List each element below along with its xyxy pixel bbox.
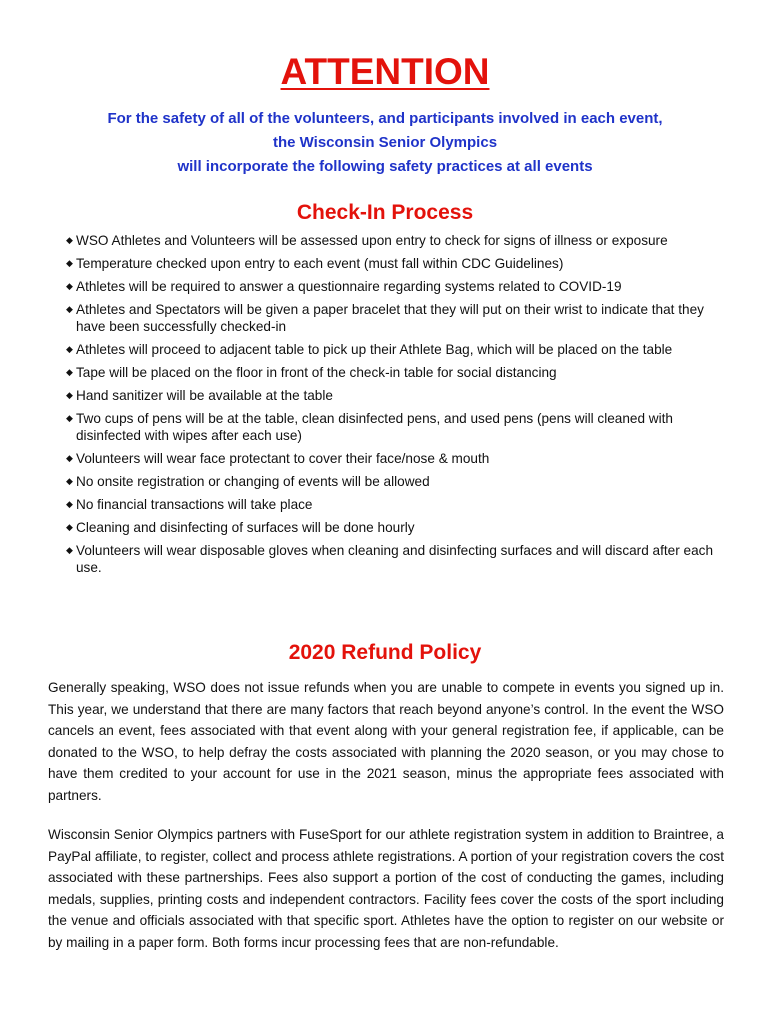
page-title: ATTENTION [280,51,490,92]
list-item [66,542,726,576]
intro-line: the Wisconsin Senior Olympics [272,134,498,151]
list-item-text: Athletes and Spectators will be given a paper bracelet that they will put on their wrist to indicate that they have been successfully checked-in [76,302,704,334]
list-item-text: Two cups of pens will be at the table, clean disinfected pens, and used pens (pens will cleaned with disinfected with wipes after each use) [76,411,673,443]
diamond-bullet-icon: ◆ [66,390,73,400]
list-item [66,519,726,536]
diamond-bullet-icon: ◆ [66,304,73,314]
diamond-bullet-icon: ◆ [66,522,73,532]
list-item [66,450,726,467]
diamond-bullet-icon: ◆ [66,499,73,509]
diamond-bullet-icon: ◆ [66,344,73,354]
list-item [66,278,726,295]
diamond-bullet-icon: ◆ [66,453,73,463]
diamond-bullet-icon: ◆ [66,476,73,486]
list-item-text: No financial transactions will take place [76,497,313,512]
checkin-heading: Check-In Process [296,201,474,224]
list-item-text: Athletes will proceed to adjacent table to pick up their Athlete Bag, which will be placed on the table [76,342,673,357]
list-item-text: Athletes will be required to answer a questionnaire regarding systems related to COVID-19 [76,279,622,294]
intro-line: For the safety of all of the volunteers, and participants involved in each event, [107,110,663,127]
list-item [66,301,726,335]
diamond-bullet-icon: ◆ [66,367,73,377]
intro-line: will incorporate the following safety practices at all events [177,158,593,175]
list-item-text: Tape will be placed on the floor in front of the check-in table for social distancing [76,365,557,380]
diamond-bullet-icon: ◆ [66,281,73,291]
list-item [66,364,726,381]
intro-statement [0,107,770,179]
checkin-list [66,232,726,582]
list-item [66,496,726,513]
list-item-text: Volunteers will wear face protectant to cover their face/nose & mouth [76,451,490,466]
list-item-text: Cleaning and disinfecting of surfaces will be done hourly [76,520,415,535]
list-item [66,473,726,490]
list-item [66,341,726,358]
refund-paragraph-1: Generally speaking, WSO does not issue refunds when you are unable to compete in events you signed up in. This year, we understand that there are many factors that reach beyond anyone’s control. In the event the WSO cancels an event, fees associated with that event along with your general registration fee, if applicable, can be donated to the WSO, to help defray the costs associated with planning the 2020 season, or you may chose to have them credited to your account for use in the 2021 season, minus the appropriate fees associated with partners. [48,680,724,803]
diamond-bullet-icon: ◆ [66,258,73,268]
diamond-bullet-icon: ◆ [66,413,73,423]
diamond-bullet-icon: ◆ [66,235,73,245]
list-item-text: WSO Athletes and Volunteers will be assessed upon entry to check for signs of illness or exposure [76,233,668,248]
list-item [66,410,726,444]
diamond-bullet-icon: ◆ [66,545,73,555]
list-item-text: Temperature checked upon entry to each event (must fall within CDC Guidelines) [76,256,564,271]
refund-heading: 2020 Refund Policy [288,641,482,664]
list-item [66,232,726,249]
list-item-text: Hand sanitizer will be available at the table [76,388,333,403]
list-item-text: No onsite registration or changing of events will be allowed [76,474,430,489]
list-item [66,387,726,404]
list-item-text: Volunteers will wear disposable gloves when cleaning and disinfecting surfaces and will discard after each use. [76,543,714,575]
refund-paragraph-2: Wisconsin Senior Olympics partners with FuseSport for our athlete registration system in addition to Braintree, a PayPal affiliate, to register, collect and process athlete registrations. A portion of your registration covers the cost associated with these partnerships. Fees also support a portion of the cost of conducting the games, including medals, supplies, printing costs and independent contractors. Facility fees cover the costs of the sport including the venue and officials associated with that specific sport. Athletes have the option to register on our website or by mailing in a paper form. Both forms incur processing fees that are non-refundable. [48,827,724,950]
list-item [66,255,726,272]
